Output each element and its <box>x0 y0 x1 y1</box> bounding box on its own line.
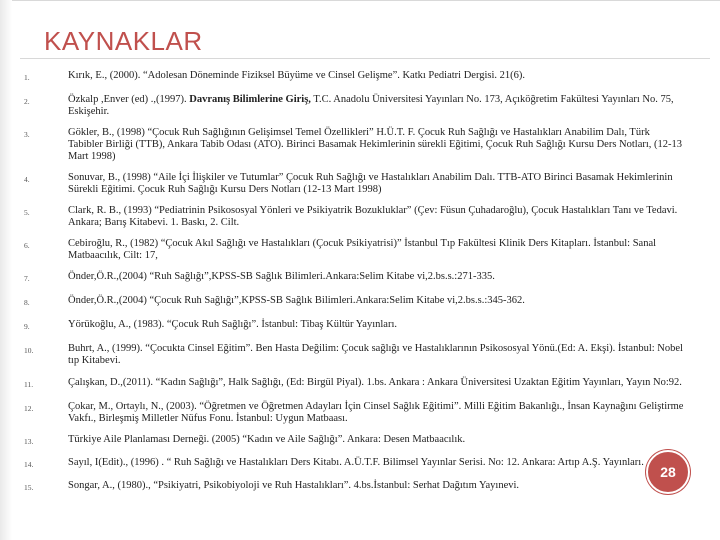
reference-list <box>24 62 684 494</box>
reference-item <box>24 127 684 163</box>
reference-item <box>24 343 684 367</box>
reference-item <box>24 172 684 196</box>
reference-number: 7. <box>24 274 30 283</box>
reference-item <box>24 295 684 309</box>
reference-number: 8. <box>24 298 30 307</box>
reference-number: 13. <box>24 437 34 446</box>
reference-number: 9. <box>24 322 30 331</box>
reference-text: Önder,Ö.R.,(2004) “Ruh Sağlığı”,KPSS-SB Sağlık Bilimleri.Ankara:Selim Kitabe vi,2.bs.s.:271-335. <box>68 271 495 282</box>
reference-text: Clark, R. B., (1993) “Pediatrinin Psikososyal Yönleri ve Psikiyatrik Bozukluklar” (Çev: Füsun Çuhadaroğlu), Çocuk Hastalıkları Tanı ve Tedavi. Ankara; Barış Kitabevi. 1. Baskı, 2. Cilt. <box>68 205 678 228</box>
reference-item <box>24 434 684 448</box>
reference-number: 12. <box>24 404 34 413</box>
slide-top-border <box>0 0 720 7</box>
reference-text: Kırık, E., (2000). “Adolesan Döneminde Fiziksel Büyüme ve Cinsel Gelişme”. Katkı Pediatri Dergisi. 21(6). <box>68 70 526 81</box>
reference-text: Önder,Ö.R.,(2004) “Çocuk Ruh Sağlığı”,KPSS-SB Sağlık Bilimleri.Ankara:Selim Kitabe vi,2.bs.s.:345-362. <box>68 295 525 306</box>
reference-number: 15. <box>24 483 34 492</box>
title-divider <box>20 58 710 59</box>
reference-item <box>24 238 684 262</box>
reference-item <box>24 457 684 471</box>
reference-item <box>24 94 684 118</box>
reference-number: 6. <box>24 241 30 250</box>
reference-number: 14. <box>24 460 34 469</box>
reference-number: 2. <box>24 97 30 106</box>
reference-item <box>24 271 684 285</box>
reference-text: Yörükoğlu, A., (1983). “Çocuk Ruh Sağlığı”. İstanbul: Tibaş Kültür Yayınları. <box>68 319 397 330</box>
page-title: KAYNAKLAR <box>44 26 203 56</box>
reference-text-part: Özkalp ,Enver (ed) .,(1997). <box>68 94 190 105</box>
slide-left-edge <box>0 0 12 540</box>
reference-number: 4. <box>24 175 30 184</box>
reference-text: Türkiye Aile Planlaması Derneği. (2005) “Kadın ve Aile Sağlığı”. Ankara: Desen Matbaacılık. <box>68 434 466 445</box>
reference-text: Songar, A., (1980)., “Psikiyatri, Psikobiyoloji ve Ruh Hastalıkları”. 4.bs.İstanbul: Serhat Dağıtım Yayınevi. <box>68 480 520 491</box>
reference-text: Sonuvar, B., (1998) “Aile İçi İlişkiler ve Tutumlar” Çocuk Ruh Sağlığı ve Hastalıkları Anabilim Dalı. TTB-ATO Birinci Basamak Hekimlerinin Sürekli Eğitimi. Çocuk Ruh Sağlığı Kursu Ders Notları (12-13 Mart 1998) <box>68 172 673 195</box>
reference-text: Gökler, B., (1998) “Çocuk Ruh Sağlığının Gelişimsel Temel Özellikleri” H.Ü.T. F. Çocuk Ruh Sağlığı ve Hastalıkları Anabilim Dalı, Türk Tabibler Birliği (TTB), Ankara Tabib Odası (ATO). Birinci Basamak Hekimlerinin sürekli Eğitimi, Çocuk Ruh Sağlığı Kursu Ders Notları, (12-13 Mart 1998) <box>68 127 683 162</box>
reference-number: 5. <box>24 208 30 217</box>
reference-item <box>24 319 684 333</box>
reference-number: 10. <box>24 346 34 355</box>
reference-item <box>24 401 684 425</box>
page-number-badge: 28 <box>646 450 690 494</box>
reference-item <box>24 205 684 229</box>
reference-text: Çalışkan, D.,(2011). “Kadın Sağlığı”, Halk Sağlığı, (Ed: Birgül Piyal). 1.bs. Ankara : Ankara Üniversitesi Uzaktan Eğitim Yayınları, Yayın No:92. <box>68 377 682 388</box>
reference-text: Sayıl, I(Edit)., (1996) . “ Ruh Sağlığı ve Hastalıkları Ders Kitabı. A.Ü.T.F. Bilimsel Yayınlar Serisi. No: 12. Ankara: Artıp A.Ş. Yayınları. <box>68 457 644 468</box>
reference-text: Cebiroğlu, R., (1982) “Çocuk Akıl Sağlığı ve Hastalıkları (Çocuk Psikiyatrisi)” İstanbul Tıp Fakültesi Klinik Ders Kitapları. İstanbul: Sanal Matbaacılık, Cilt: 17, <box>68 238 657 261</box>
reference-book-title: Davranış Bilimlerine Giriş, <box>189 94 311 105</box>
reference-text <box>68 94 684 118</box>
reference-text: Çokar, M., Ortaylı, N., (2003). “Öğretmen ve Öğretmen Adayları İçin Cinsel Sağlık Eğitimi”. Milli Eğitim Bakanlığı., İnsan Kaynağını Geliştirme Vakfı., Birleşmiş Milletler Nüfus Fonu. İstanbul: Uygun Matbaası. <box>68 401 684 424</box>
reference-item <box>24 70 684 84</box>
reference-number: 3. <box>24 130 30 139</box>
reference-text: Buhrt, A., (1999). “Çocukta Cinsel Eğitim”. Ben Hasta Değilim: Çocuk sağlığı ve Hastalıklarının Psikososyal Yönü.(Ed: A. Ekşi). İstanbul: Nobel tıp Kitabevi. <box>68 343 683 366</box>
reference-number: 1. <box>24 73 30 82</box>
reference-number: 11. <box>24 380 34 389</box>
reference-item <box>24 480 684 494</box>
reference-item <box>24 377 684 391</box>
reference-text-part: T.C. Anadolu Üniversitesi Yayınları No. 173, Açıköğretim Fakültesi Yayınları No. 75, Eskişehir. <box>68 94 674 117</box>
